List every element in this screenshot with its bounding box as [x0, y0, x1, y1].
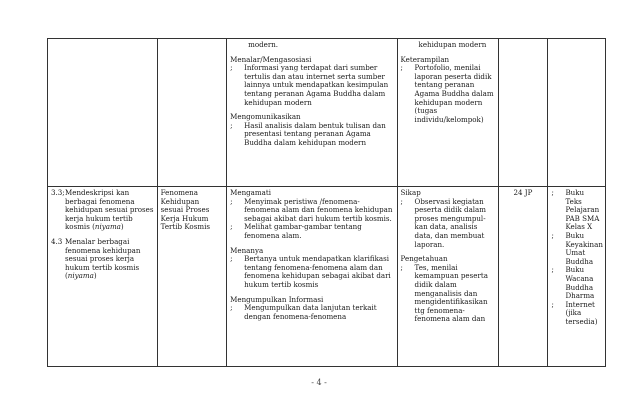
- time-cell: [498, 39, 548, 187]
- item-text: Observasi kegiatan peserta didik dalam proses mengumpul-kan data, analisis data, dan membuat laporan.: [414, 196, 487, 249]
- source-cell: [548, 39, 606, 187]
- section-heading: Mengamati: [230, 188, 271, 197]
- competency-text: Mendeskripsi kan berbagai fenomena kehidupan sesuai proses kerja hukum tertib kosmis (niyama): [65, 188, 154, 232]
- material-text: Fenomena Kehidupan sesuai Proses Kerja Hukum Tertib Kosmis: [160, 188, 210, 232]
- competency-cell: [48, 187, 158, 367]
- bullet-marker: ;: [230, 303, 233, 313]
- competency-text: Menalar berbagai fenomena kehidupan sesuai proses kerja hukum tertib kosmis (niyama): [65, 236, 141, 281]
- time-allocation: 24 JP: [513, 188, 533, 197]
- source-item: [551, 301, 602, 327]
- competency-item: [51, 238, 154, 281]
- bullet-marker: ;: [230, 63, 233, 73]
- material-cell: [157, 187, 226, 367]
- bullet-marker: ;: [551, 299, 554, 309]
- list-item: [230, 64, 393, 107]
- continued-text: kehidupan modern: [418, 40, 487, 49]
- source-item: [551, 266, 602, 300]
- list-item: [230, 198, 393, 224]
- bullet-marker: ;: [400, 262, 403, 272]
- item-text: Tes, menilai kemampuan peserta didik dalam menganalisis dan mengidentifikasikan ttg fenomena-fenomena alam dan: [414, 262, 488, 324]
- bullet-marker: ;: [400, 63, 403, 73]
- section-heading: Sikap: [400, 188, 421, 197]
- competency-number: 3.3;: [51, 188, 65, 197]
- competency-item: [51, 189, 154, 232]
- item-text: Portofolio, menilai laporan peserta didik tentang peranan Agama Buddha dalam kehidupan modern (tugas individu/kelompok): [414, 63, 494, 124]
- assessment-cell: [397, 187, 498, 367]
- table-row: [48, 39, 606, 187]
- activity-cell: [227, 39, 397, 187]
- bullet-marker: ;: [230, 120, 233, 130]
- section-heading: Pengetahuan: [400, 254, 448, 264]
- source-text: Buku Keyakinan Umat Buddha: [565, 230, 603, 266]
- time-cell: [498, 187, 548, 367]
- competency-cell: [48, 39, 158, 187]
- source-item: [551, 232, 602, 266]
- list-item: [401, 198, 495, 250]
- table-row: [48, 187, 606, 367]
- competency-number: 4.3: [51, 236, 63, 246]
- item-text: Menyimak peristiwa /fenomena-fenomena alam dan fenomena kehidupan sebagai akibat dari hukum tertib kosmis.: [244, 196, 393, 223]
- section-heading: Menanya: [230, 245, 264, 255]
- item-text: Informasi yang terdapat dari sumber tertulis dan atau internet serta sumber lainnya untuk mendapatkan kesimpulan tentang peranan Agama Buddha dalam kehidupan modern: [244, 63, 389, 107]
- section-heading: Menalar/Mengasosiasi: [230, 54, 312, 64]
- list-item: [401, 264, 495, 324]
- source-text: Buku Teks Pelajaran PAB SMA Kelas X: [565, 188, 600, 232]
- bullet-marker: ;: [551, 265, 554, 275]
- section-heading: Mengumpulkan Informasi: [230, 294, 324, 304]
- list-item: [401, 64, 495, 124]
- bullet-marker: ;: [551, 230, 554, 240]
- source-cell: [548, 187, 606, 367]
- source-item: [551, 189, 602, 232]
- lesson-plan-table: [47, 38, 606, 367]
- continued-text: modern.: [248, 40, 279, 49]
- bullet-marker: ;: [230, 254, 233, 264]
- bullet-marker: ;: [230, 222, 233, 232]
- section-heading: Mengomunikasikan: [230, 112, 301, 122]
- source-text: Internet (jika tersedia): [565, 299, 598, 326]
- bullet-marker: ;: [230, 196, 233, 206]
- item-text: Bertanya untuk mendapatkan klarifikasi tentang fenomena-fenomena alam dan fenomena kehidupan sebagai akibat dari hukum tertib kosmis: [244, 254, 391, 289]
- bullet-marker: ;: [551, 188, 554, 197]
- source-text: Buku Wacana Buddha Dharma: [565, 265, 595, 301]
- item-text: Melihat gambar-gambar tentang fenomena alam.: [244, 222, 362, 240]
- list-item: [230, 122, 393, 148]
- material-cell: [157, 39, 226, 187]
- item-text: Mengumpulkan data lanjutan terkait dengan fenomena-fenomena: [244, 303, 377, 321]
- bullet-marker: ;: [400, 196, 403, 206]
- section-heading: Keterampilan: [400, 54, 450, 64]
- list-item: [230, 255, 393, 289]
- item-text: Hasil analisis dalam bentuk tulisan dan presentasi tentang peranan Agama Buddha dalam kehidupan modern: [244, 120, 386, 147]
- list-item: [230, 223, 393, 240]
- page-number: - 4 -: [311, 378, 327, 387]
- list-item: [230, 304, 393, 321]
- assessment-cell: [397, 39, 498, 187]
- activity-cell: [227, 187, 397, 367]
